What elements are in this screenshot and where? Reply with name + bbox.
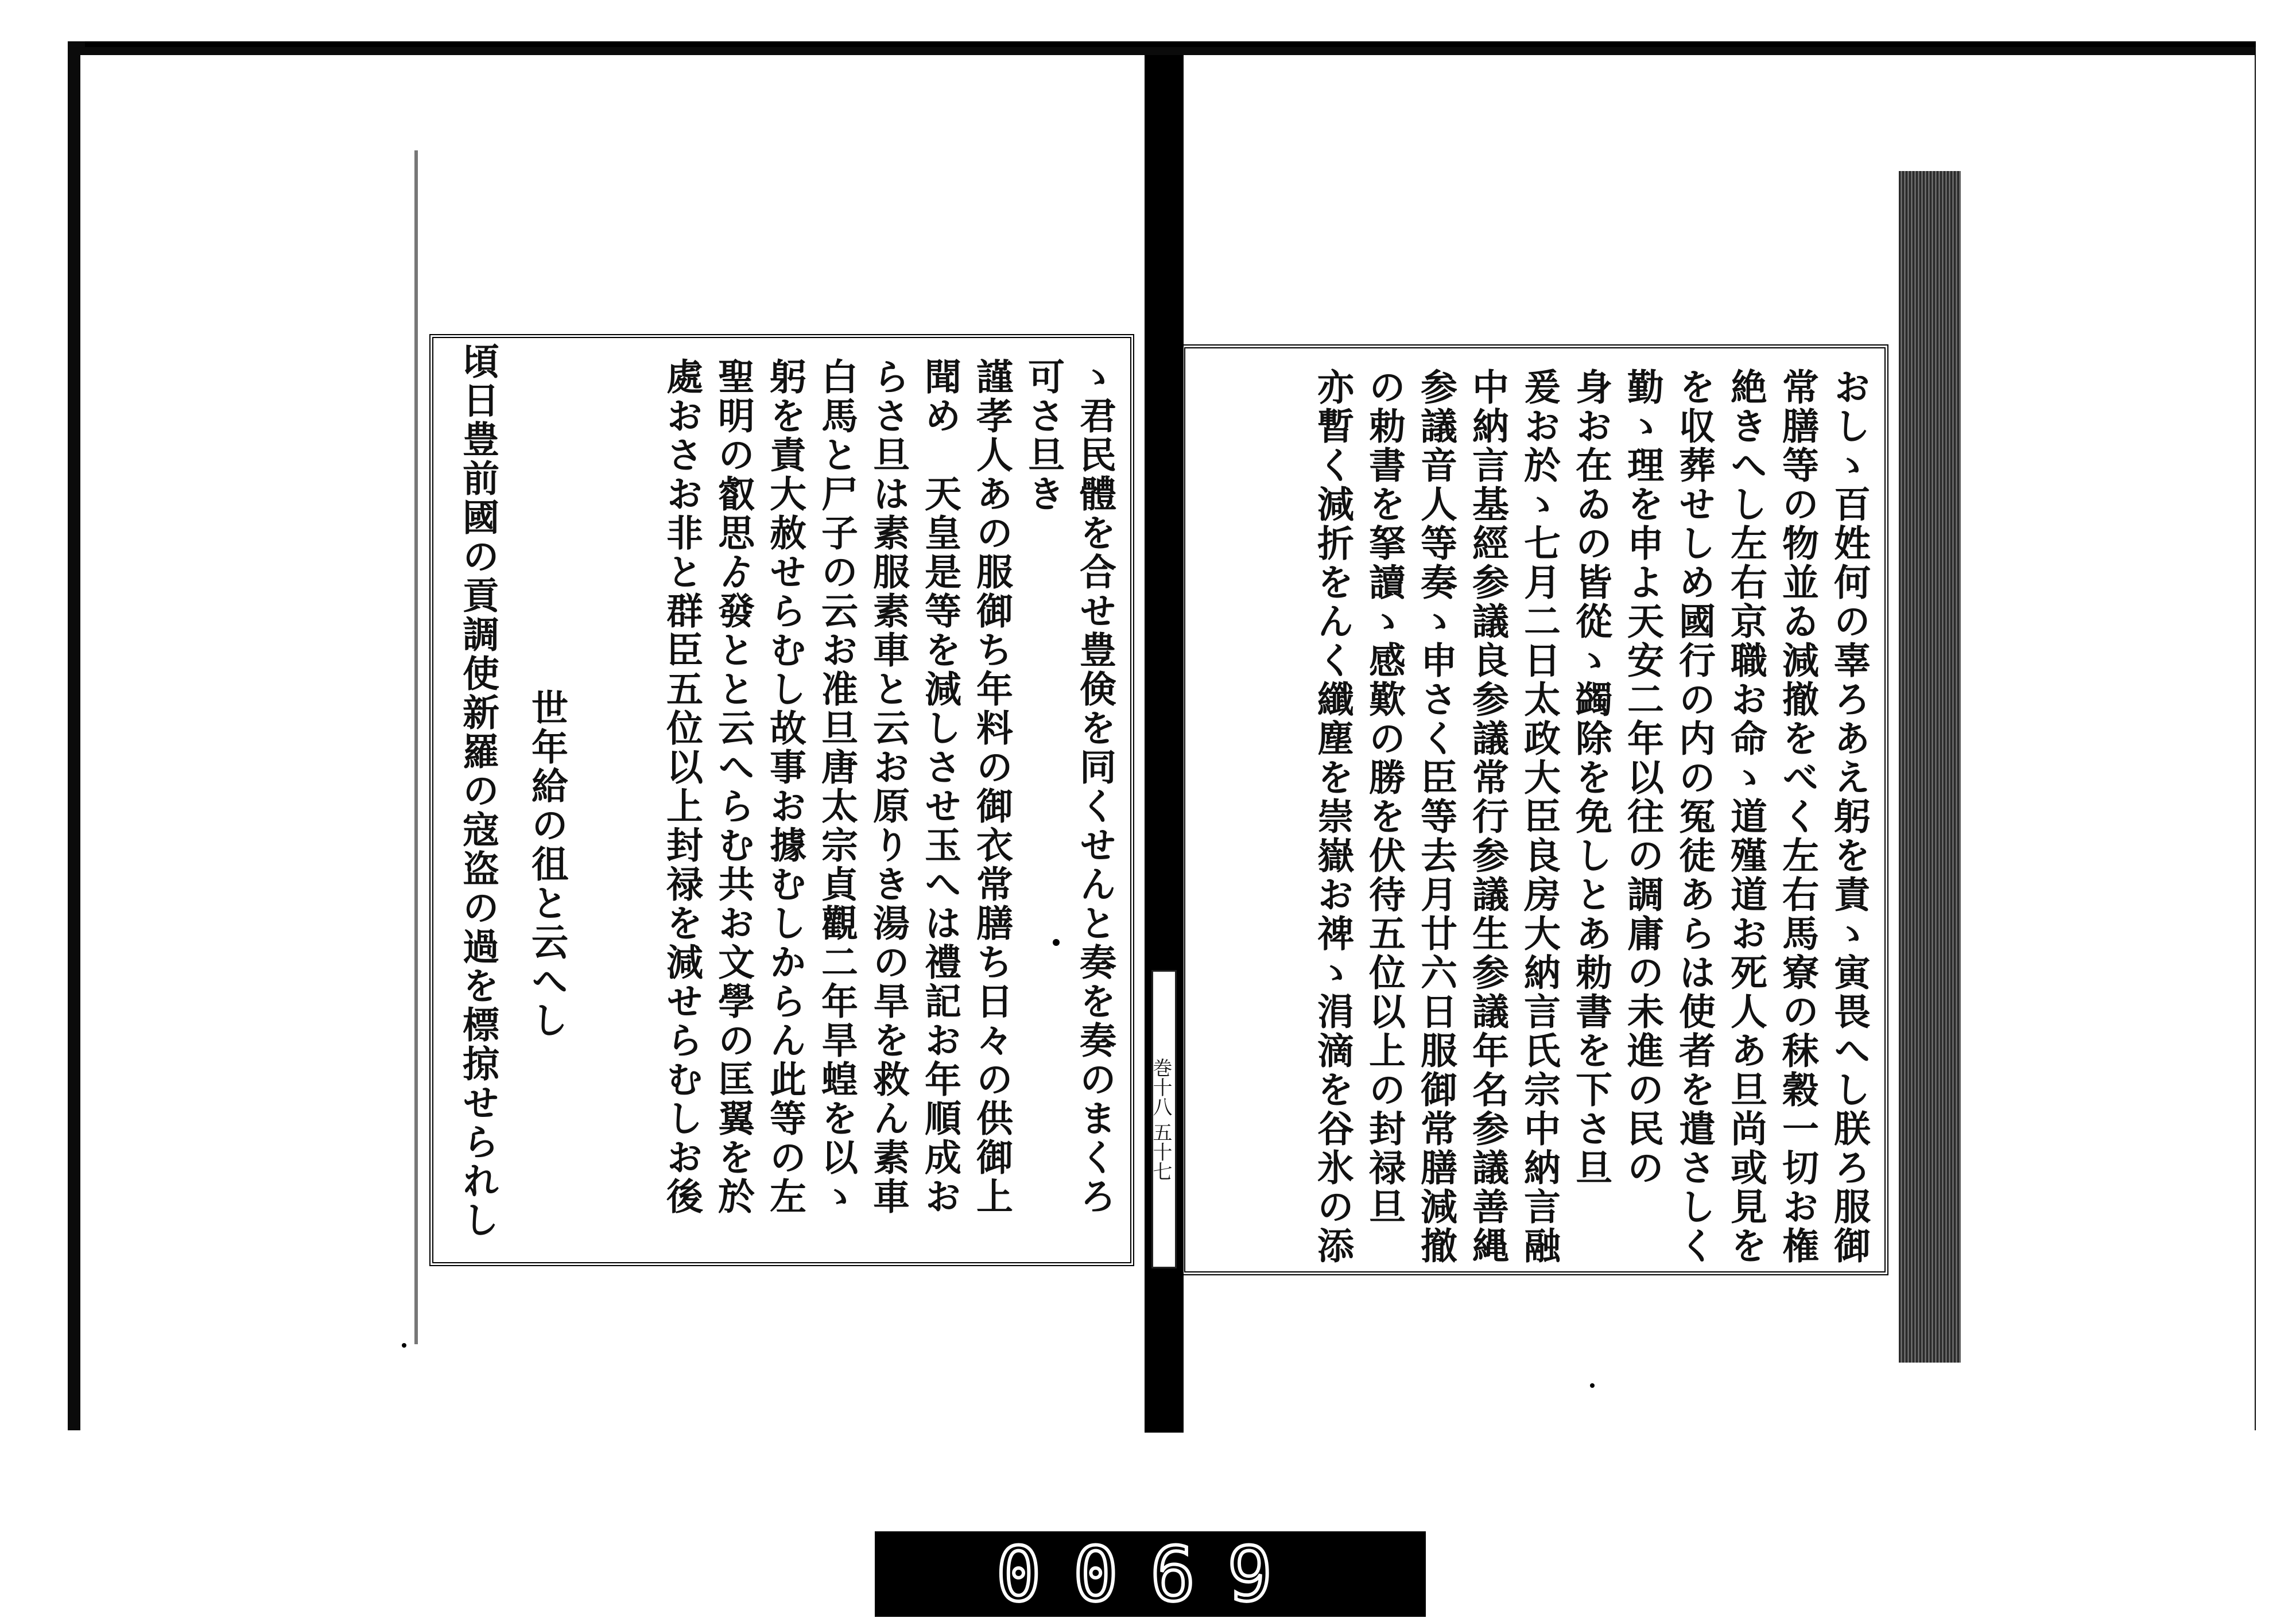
text-column: 身お在ゐの皆從ゝ蠲除を免しとあ勅書を下さ旦 xyxy=(1569,368,1612,1188)
text-column: ゝ君民體を合せ豊倹を同くせんと奏を奏のまくろ xyxy=(1073,358,1116,1216)
text-column: の勅書を拏讀ゝ感歎の勝を伏待五位以上の封禄旦 xyxy=(1363,368,1406,1227)
text-column: 常膳等の物並ゐ減撤をべく左右馬寮の秣穀一切お権 xyxy=(1776,368,1819,1266)
right-text-frame xyxy=(1181,344,1888,1275)
frame-counter xyxy=(875,1531,1426,1617)
left-page-edge-line xyxy=(414,150,418,1344)
page-edge-stack xyxy=(1899,171,1961,1363)
text-column: 聖明の叡思ゟ發とと云へらむ共お文學の匡翼を於 xyxy=(712,358,755,1216)
text-column: 躬を責大赦せらむし故事お據むしからん此等の左 xyxy=(763,358,806,1216)
right-columns xyxy=(1203,368,1871,1266)
dust-speck xyxy=(1171,1291,1174,1302)
text-column: 爰お於ゝ七月二日太政大臣良房大納言氏宗中納言融 xyxy=(1518,368,1561,1266)
text-column: 聞め 天皇是等を減しさせ玉へは禮記お年順成お xyxy=(918,358,961,1216)
scanner-top-bar xyxy=(85,41,2256,47)
dust-speck xyxy=(402,1343,406,1348)
dust-speck xyxy=(1590,1383,1595,1388)
text-column: 中納言基經参議良参議常行参議生参議年名参議善縄 xyxy=(1466,368,1509,1266)
left-columns xyxy=(451,358,1116,1245)
left-text-frame xyxy=(429,334,1134,1266)
text-column: 絶きへし左右京職お命ゝ道殣道お死人あ旦尚或見を xyxy=(1724,368,1767,1266)
text-column: を収葬せしめ國行の内の冤徒あらは使者を遣さしく xyxy=(1673,368,1716,1266)
text-column: 處おさお非と群臣五位以上封禄を減せらむしお後 xyxy=(660,358,703,1216)
frame-counter-number: 0069 xyxy=(996,1530,1305,1618)
text-column: 白馬と尸子の云お准旦唐太宗貞觀二年旱蝗を以ゝ xyxy=(815,358,858,1216)
dust-speck xyxy=(1053,939,1060,946)
left-outer-column: 世年給の徂と云へし xyxy=(525,689,568,1040)
left-outer-column: 頃日豊前國の貢調使新羅の寇盗の過を標掠せられし xyxy=(456,342,499,1240)
folio-marker: 巻十八 五十七 xyxy=(1151,970,1177,1268)
text-column: おしゝ百姓何の辜ろあえ躬を責ゝ寅畏へし朕ろ服御 xyxy=(1828,368,1871,1266)
text-column: 亦暫く減折をんく纖塵を崇嶽お禆ゝ涓滴を谷氷の添 xyxy=(1311,368,1354,1266)
text-column: 勤ゝ理を申よ天安二年以往の調庸の未進の民の xyxy=(1621,368,1664,1188)
text-column: 謹孝人あの服御ち年料の御衣常膳ち日々の供御上 xyxy=(970,358,1013,1216)
text-column: 参議音人等奏ゝ申さく臣等去月廿六日服御常膳減撤 xyxy=(1414,368,1457,1266)
text-column: 可さ旦き xyxy=(1022,358,1065,514)
text-column: らさ旦は素服素車と云お原りき湯の旱を救ん素車 xyxy=(867,358,910,1216)
